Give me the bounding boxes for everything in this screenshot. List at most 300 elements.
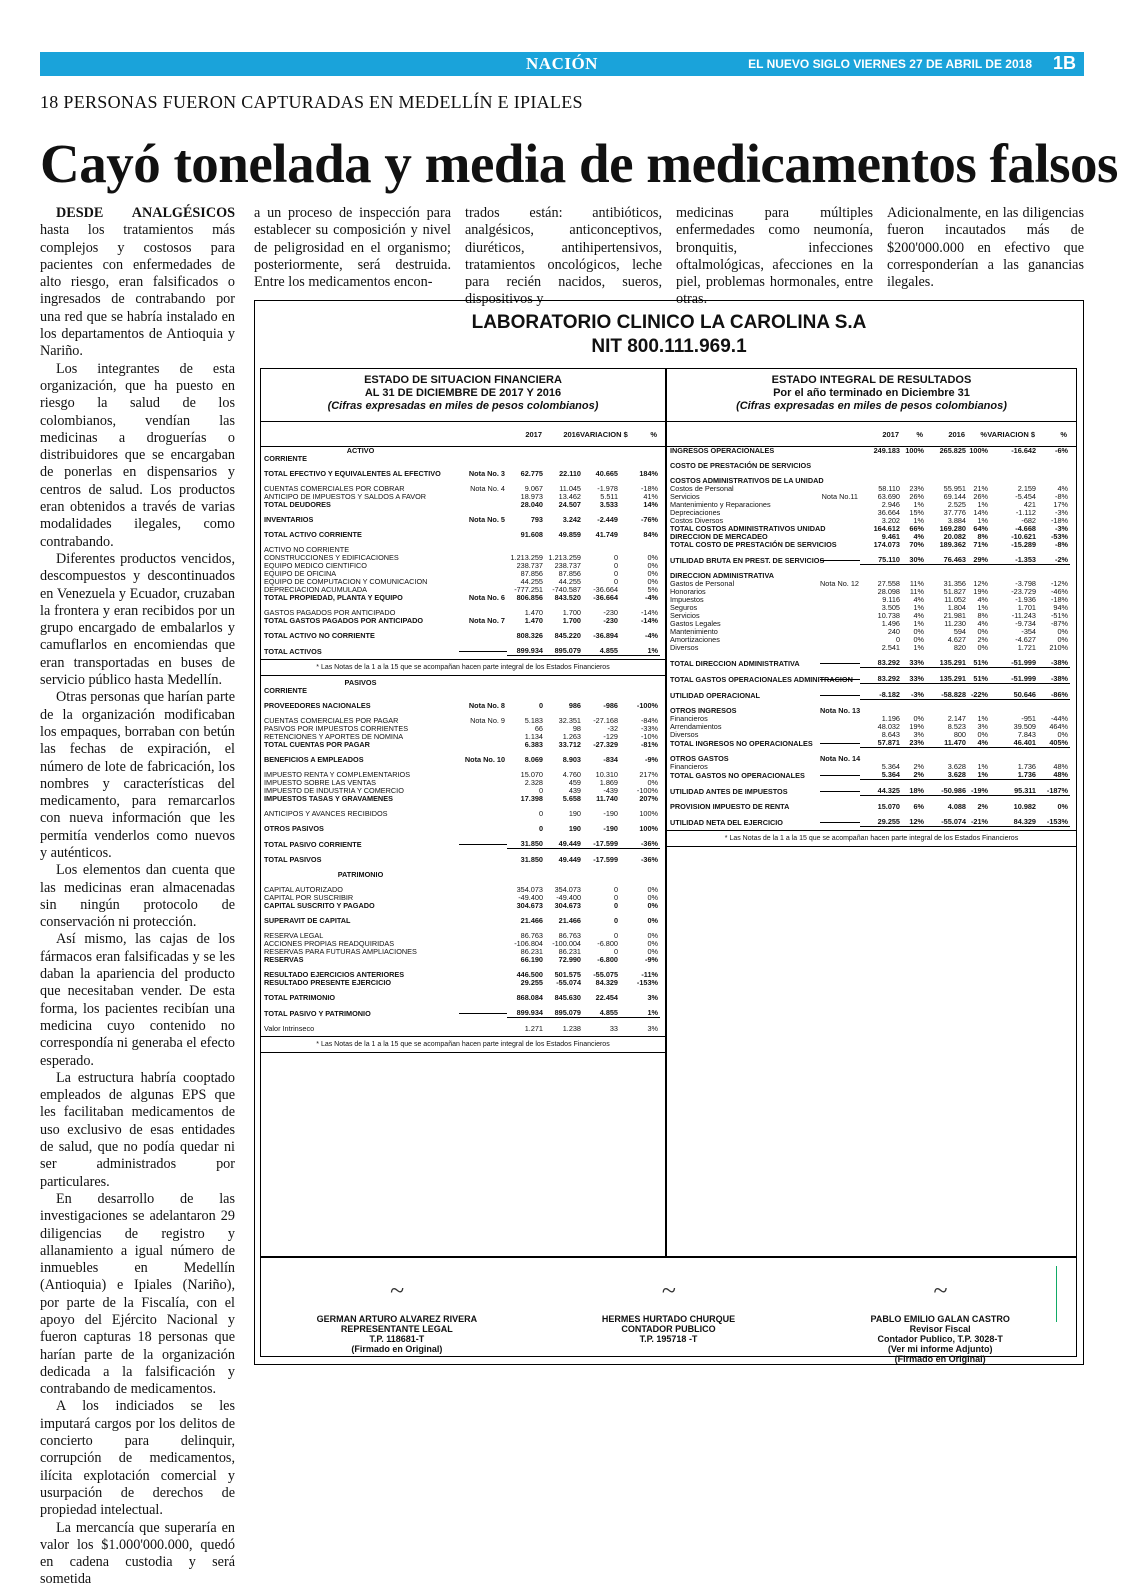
table-row	[261, 617, 665, 625]
row-label: IMPUESTO RENTA Y COMPLEMENTARIOS	[264, 770, 411, 779]
row-value: -187%	[1038, 787, 1070, 796]
row-value: 806.856	[516, 593, 543, 602]
row-value: 2%	[913, 762, 924, 771]
row-value	[820, 743, 860, 744]
signatures-panel	[260, 1257, 1077, 1364]
row-value: 2.159	[1017, 484, 1036, 493]
table-row	[667, 707, 1076, 715]
paragraph: En desarrollo de las investigaciones se adelantaron 29 diligencias de registro y allanamiento a igual número de inmuebles en Medellín (Antioquia) e Ipiales (Nariño), por parte de la Fiscalía, con el apoyo del Ejército Nacional y fueron capturas 18 personas que harían parte de la organización dedicada a la falsificación y contrabando de medicamentos.	[40, 1190, 235, 1398]
row-value: 0	[613, 569, 618, 578]
row-label: RESULTADO PRESENTE EJERCICIO	[264, 978, 392, 987]
row-value: 1%	[977, 762, 988, 771]
row-value: 4%	[977, 619, 988, 628]
row-value: 895.079	[545, 647, 583, 656]
row-value: 75.110	[860, 556, 902, 565]
row-value	[820, 679, 860, 680]
balance-sheet-panel	[260, 368, 666, 1257]
row-value: 66	[534, 724, 543, 733]
row-label: UTILIDAD NETA DEL EJERCICIO	[670, 817, 783, 827]
row-value: 20.082	[943, 532, 966, 541]
row-value: 11%	[909, 579, 924, 588]
row-value: 21.981	[943, 611, 966, 620]
row-value: 36.664	[877, 508, 900, 517]
row-value: -19%	[968, 787, 990, 796]
row-label: Mantenimiento y Reparaciones	[670, 500, 771, 509]
row-value: -86%	[1038, 691, 1070, 700]
green-seal-icon	[1056, 1266, 1070, 1322]
row-value: 3.242	[562, 515, 581, 524]
row-value	[459, 844, 507, 845]
row-value: 100%	[639, 824, 658, 833]
row-value	[820, 791, 860, 792]
row-value: -230	[603, 616, 618, 625]
row-value: -23.729	[1011, 587, 1036, 596]
row-value: 0	[613, 561, 618, 570]
row-value: -12%	[1050, 579, 1068, 588]
row-value: -3.798	[1015, 579, 1036, 588]
table-row	[667, 541, 1076, 549]
row-label: IMPUESTO SOBRE LAS VENTAS	[264, 778, 377, 787]
row-value: 86.763	[558, 931, 581, 940]
row-value: 4.855	[583, 1009, 620, 1018]
row-label: RETENCIONES Y APORTES DE NOMINA	[264, 732, 404, 741]
row-value: -49.400	[518, 893, 543, 902]
row-value: -6.800	[597, 955, 618, 964]
table-row	[667, 739, 1076, 748]
row-value: 501.575	[554, 970, 581, 979]
row-label: TOTAL ACTIVOS	[264, 646, 322, 656]
table-row	[667, 501, 1076, 509]
row-value	[820, 695, 860, 696]
row-value: 66%	[909, 524, 924, 533]
row-value: 64%	[973, 524, 988, 533]
row-value: -36.664	[593, 585, 618, 594]
row-label: RESERVA LEGAL	[264, 931, 324, 940]
row-label: TOTAL PASIVOS	[264, 855, 322, 864]
row-value: 11.052	[944, 595, 966, 604]
row-value: -36%	[640, 855, 658, 864]
row-value: -53%	[1050, 532, 1068, 541]
row-label: CORRIENTE	[264, 686, 307, 695]
row-value: 84.329	[990, 818, 1038, 827]
row-value: 17%	[1053, 500, 1068, 509]
row-label: CORRIENTE	[264, 454, 307, 463]
row-value: 48%	[1038, 771, 1070, 780]
row-value: 1%	[977, 714, 988, 723]
row-label: GASTOS PAGADOS POR ANTICIPADO	[264, 608, 396, 617]
row-value: 1.134	[524, 732, 543, 741]
paragraph: La estructura habría cooptado empleados de algunas EPS que les facilitaban medicamentos de uso exclusivo de esas entidades de salud, que no podía quedar ni ser administrados por particulares.	[40, 1069, 235, 1190]
row-value: 210%	[1049, 643, 1068, 652]
row-label: TOTAL PROPIEDAD, PLANTA Y EQUIPO	[264, 593, 403, 602]
row-value: -27.329	[593, 740, 618, 749]
row-value: 207%	[639, 794, 658, 803]
row-value: 87.856	[520, 569, 543, 578]
row-value: 3%	[647, 993, 658, 1002]
row-value: Nota No. 12	[820, 579, 859, 588]
row-value: 86.231	[558, 947, 581, 956]
row-value: -439	[603, 786, 618, 795]
row-value: 11.230	[944, 619, 966, 628]
row-label: TOTAL GASTOS OPERACIONALES ADMINITRACION	[670, 674, 853, 684]
row-value: 46.401	[990, 739, 1038, 748]
row-value: -32	[607, 724, 618, 733]
row-value: 190	[568, 809, 581, 818]
row-value: -55.075	[593, 970, 618, 979]
row-value: 1%	[968, 771, 990, 780]
table-row	[261, 501, 665, 509]
row-value: -36.894	[593, 631, 618, 640]
row-value: -1.936	[1015, 595, 1036, 604]
row-value: -5.454	[1015, 492, 1036, 501]
row-value: -36%	[620, 840, 660, 849]
row-label: Servicios	[670, 611, 700, 620]
row-value: 5.511	[600, 492, 618, 501]
row-value	[459, 651, 507, 652]
table-row	[261, 594, 665, 602]
row-value: 405%	[1038, 739, 1070, 748]
row-label: COSTOS ADMINISTRATIVOS DE LA UNIDAD	[670, 476, 824, 485]
row-value: -18%	[640, 484, 658, 493]
row-value: 0%	[647, 947, 658, 956]
signature-legal-representative: ~ GERMAN ARTURO ALVAREZ RIVERA REPRESENTANTE LEGAL T.P. 118681-T (Firmado en Original)	[316, 1276, 478, 1354]
row-label: ACTIVO NO CORRIENTE	[264, 545, 350, 554]
row-value: 33.712	[558, 740, 581, 749]
row-value: 15.070	[520, 770, 543, 779]
table-row	[261, 702, 665, 710]
row-value: 169.280	[939, 524, 966, 533]
row-value: 27.558	[877, 579, 900, 588]
row-value: 98	[572, 724, 581, 733]
row-value: -14%	[640, 616, 658, 625]
row-value: 4%	[968, 739, 990, 748]
row-value: -190	[603, 809, 618, 818]
table-row	[667, 803, 1076, 811]
row-value: 899.934	[507, 647, 545, 656]
row-value: 1.263	[562, 732, 581, 741]
row-value: 31.356	[943, 579, 966, 588]
row-value: -106.804	[514, 939, 543, 948]
row-label: Mantenimiento	[670, 627, 718, 636]
row-value: Nota No. 3	[468, 469, 505, 478]
table-row	[667, 787, 1076, 796]
row-value: -4%	[645, 631, 658, 640]
row-value: 86.763	[520, 931, 543, 940]
row-label: Honorarios	[670, 587, 706, 596]
row-value: -11.243	[1011, 611, 1036, 620]
row-value: -16.642	[1011, 446, 1036, 455]
row-value: 0%	[977, 730, 988, 739]
row-value: -10%	[640, 732, 658, 741]
table-row	[667, 771, 1076, 780]
row-label: TOTAL GASTOS PAGADOS POR ANTICIPADO	[264, 616, 424, 625]
row-label: CAPITAL AUTORIZADO	[264, 885, 343, 894]
row-value: 76.463	[926, 556, 968, 565]
row-value: 4%	[913, 611, 924, 620]
row-value: -17.599	[593, 855, 618, 864]
row-value: -58.828	[926, 691, 968, 700]
row-label: Diversos	[670, 730, 699, 739]
row-label: TOTAL EFECTIVO Y EQUIVALENTES AL EFECTIVO	[264, 469, 441, 478]
table-row	[261, 810, 665, 818]
row-value: 22.454	[595, 993, 618, 1002]
row-value: 2.328	[524, 778, 543, 787]
row-value	[820, 775, 860, 776]
row-value: 4%	[913, 532, 924, 541]
row-value: 21%	[973, 484, 988, 493]
row-value: 1%	[913, 516, 924, 525]
table-row	[261, 741, 665, 749]
paragraph: Otras personas que harían parte de la organización modificaban los empaques, borraban con betún las fechas de expiración, el número de lote de fabricación, los nombres y características del medicamento, para remarcarlos con nueva información que les permitía venderlos como nuevos y auténticos.	[40, 689, 235, 861]
balance-sheet-title: ESTADO DE SITUACION FINANCIERA AL 31 DE DICIEMBRE DE 2017 Y 2016 (Cifras expresadas en miles de pesos colombianos)	[327, 374, 599, 412]
row-value: 29.255	[520, 978, 543, 987]
row-value: 843.520	[554, 593, 581, 602]
table-row	[261, 679, 665, 687]
row-value: -55.074	[556, 978, 581, 987]
section-banner	[40, 52, 1084, 76]
row-label: PROVEEDORES NACIONALES	[264, 701, 371, 710]
row-label: ACCIONES PROPIAS READQUIRIDAS	[264, 939, 395, 948]
row-value: 3.505	[881, 603, 900, 612]
row-label: Financieros	[670, 762, 708, 771]
row-value: 0%	[913, 627, 924, 636]
table-row	[261, 756, 665, 764]
row-value: 238.737	[516, 561, 543, 570]
row-value: 14%	[973, 508, 988, 517]
paragraph-text: hasta los tratamientos más complejos y costosos para pacientes con enfermedades de alto riesgo, eran falsificados o ingresados de contrabando por una red que se habría instalado en los departamentos de Antioquia y Nariño.	[40, 222, 235, 360]
row-value: 1%	[913, 619, 924, 628]
row-label: Financieros	[670, 714, 708, 723]
row-value: 1%	[977, 516, 988, 525]
row-value: 0%	[647, 778, 658, 787]
row-value: -84%	[640, 716, 658, 725]
income-statement-panel	[666, 368, 1077, 1257]
row-value: 51%	[968, 659, 990, 668]
row-value: 0	[613, 553, 618, 562]
row-value: 51%	[968, 675, 990, 684]
row-value: 354.073	[516, 885, 543, 894]
row-value: -129	[603, 732, 618, 741]
paper-dateline: EL NUEVO SIGLO VIERNES 27 DE ABRIL DE 2018	[748, 57, 1032, 71]
table-row	[667, 620, 1076, 628]
row-value: 8%	[977, 611, 988, 620]
row-value: -38%	[1038, 675, 1070, 684]
row-value: 15%	[909, 508, 924, 517]
row-value: 820	[953, 643, 966, 652]
row-value: 164.612	[873, 524, 900, 533]
row-value: 0%	[647, 885, 658, 894]
row-value: 21.466	[558, 916, 581, 925]
row-label: TOTAL ACTIVO NO CORRIENTE	[264, 631, 375, 640]
row-label: Amortizaciones	[670, 635, 720, 644]
row-label: CAPITAL SUSCRITO Y PAGADO	[264, 901, 375, 910]
row-value: 3%	[647, 1024, 658, 1033]
row-value: -50.986	[926, 787, 968, 796]
paragraph: Los elementos dan cuenta que las medicinas eran almacenadas sin ningún protocolo de conservación ni protección.	[40, 862, 235, 931]
row-value: 6%	[913, 802, 924, 811]
income-table	[667, 447, 1076, 827]
row-value: 304.673	[554, 901, 581, 910]
row-value: -740.587	[552, 585, 581, 594]
notes-footnote: * Las Notas de la 1 a la 15 que se acompañan hacen parte integral de los Estados Financieros	[261, 1036, 665, 1053]
row-value: 11.740	[596, 794, 618, 803]
row-label: BENEFICIOS A EMPLEADOS	[264, 755, 364, 764]
row-value: 1.271	[524, 1024, 543, 1033]
table-row	[667, 691, 1076, 700]
headline: Cayó tonelada y media de medicamentos falsos	[40, 133, 1118, 194]
row-value: 19%	[973, 587, 988, 596]
row-value: 84.329	[595, 978, 618, 987]
row-value: 13.462	[558, 492, 581, 501]
row-value: 33	[609, 1024, 618, 1033]
row-value: 87.856	[558, 569, 581, 578]
row-value: -834	[603, 755, 618, 764]
row-value: 800	[953, 730, 966, 739]
row-value: -153%	[1038, 818, 1070, 827]
row-label: Costos de Personal	[670, 484, 734, 493]
row-value: Nota No. 8	[468, 701, 505, 710]
row-value: 83.292	[860, 675, 902, 684]
row-value: Nota No. 14	[820, 754, 861, 763]
row-value: -4.668	[1015, 524, 1036, 533]
financial-statement-ad	[254, 300, 1084, 1365]
row-value: 868.084	[516, 993, 543, 1002]
row-value: -51%	[1050, 611, 1068, 620]
table-row	[261, 470, 665, 478]
row-value: Nota No. 9	[470, 716, 505, 725]
row-value: 0%	[913, 635, 924, 644]
row-value: 31.850	[507, 840, 545, 849]
row-value: 5.658	[562, 794, 581, 803]
paragraph: A los indiciados se les imputará cargos por los delitos de concierto para delinquir, corrupción de medicamentos, ilícita explotación comercial y usurpación de derechos de propiedad intelectual.	[40, 1398, 235, 1519]
row-value: 0%	[1057, 627, 1068, 636]
paragraph: Así mismo, las cajas de los fármacos eran falsificadas y se les daban la apariencia del producto que necesitaban vender. De esta forma, los pacientes recibían una medicina cuyo contenido no correspondía ni generaba el efecto esperado.	[40, 931, 235, 1069]
table-row	[261, 856, 665, 864]
row-label: PATRIMONIO	[337, 870, 384, 879]
row-value: 1.869	[599, 778, 618, 787]
table-row	[667, 763, 1076, 771]
row-value: 5%	[647, 585, 658, 594]
row-value: 2.525	[947, 500, 966, 509]
row-value: Nota No. 10	[464, 755, 505, 764]
row-value: -6.800	[597, 939, 618, 948]
row-value: -1.978	[597, 484, 618, 493]
row-value: 49.859	[558, 530, 581, 539]
row-value: 0%	[977, 627, 988, 636]
row-value: Nota No. 6	[468, 593, 505, 602]
row-value: 9.461	[881, 532, 900, 541]
row-value: 1%	[913, 500, 924, 509]
row-value: 0%	[977, 643, 988, 652]
table-row	[261, 455, 665, 463]
row-value: 135.291	[926, 659, 968, 668]
row-value: -3%	[902, 691, 926, 700]
row-value: 0	[613, 577, 618, 586]
paragraph: a un proceso de inspección para establecer su composición y nivel de peligrosidad en el organismo; posteriormente, será destruida. Entre los medicamentos encon-	[254, 205, 451, 291]
row-value: 0%	[913, 714, 924, 723]
row-value: 94%	[1053, 603, 1068, 612]
row-value: 1.196	[881, 714, 900, 723]
row-value: 5.364	[881, 762, 900, 771]
row-value: 4.088	[947, 802, 966, 811]
company-nit: NIT 800.111.969.1	[591, 336, 747, 357]
row-value: -100%	[636, 701, 658, 710]
row-value: 3%	[913, 730, 924, 739]
row-value: 0	[613, 931, 618, 940]
row-value: 33%	[902, 675, 926, 684]
row-label: ANTICIPO DE IMPUESTOS Y SALDOS A FAVOR	[264, 492, 427, 501]
row-label: DEPRECIACION ACUMULADA	[264, 585, 367, 594]
table-row	[261, 871, 665, 879]
row-value: 8.069	[524, 755, 543, 764]
table-row	[261, 979, 665, 987]
row-value: -51.999	[990, 675, 1038, 684]
row-value: 1.701	[1017, 603, 1036, 612]
row-label: TOTAL COSTOS ADMINISTRATIVOS UNIDAD	[670, 524, 826, 533]
row-value: 0%	[647, 577, 658, 586]
row-label: TOTAL PASIVO CORRIENTE	[264, 839, 362, 849]
row-value: 30%	[902, 556, 926, 565]
paragraph: medicinas para múltiples enfermedades como neumonía, bronquitis, infecciones oftalmológicas, afecciones en la piel, problemas hormonales, entre otras.	[676, 205, 873, 308]
row-value: Nota No. 5	[468, 515, 505, 524]
row-value: Nota No. 7	[468, 616, 505, 625]
row-value: 459	[568, 778, 581, 787]
row-value: 0%	[647, 916, 658, 925]
row-value: 0%	[647, 901, 658, 910]
row-label: Costos Diversos	[670, 516, 724, 525]
row-label: CUENTAS COMERCIALES POR COBRAR	[264, 484, 405, 493]
row-label: Depreciaciones	[670, 508, 721, 517]
row-value: 808.326	[516, 631, 543, 640]
row-value: 84%	[643, 530, 658, 539]
table-row	[261, 632, 665, 640]
row-value: -9%	[645, 955, 658, 964]
table-row	[667, 596, 1076, 604]
row-value: 5.364	[860, 771, 902, 780]
row-value: 10.982	[1013, 802, 1036, 811]
row-value: 18%	[902, 787, 926, 796]
row-label: EQUIPO DE OFICINA	[264, 569, 337, 578]
row-value: -8%	[1055, 492, 1068, 501]
paragraph	[40, 205, 235, 361]
row-value: 899.934	[507, 1009, 545, 1018]
row-value: 66.190	[520, 955, 543, 964]
row-value: 1%	[620, 1009, 660, 1018]
row-value: 1.470	[524, 608, 543, 617]
row-value: 3.202	[881, 516, 900, 525]
row-value: 49.449	[545, 840, 583, 849]
row-value: -18%	[1050, 595, 1068, 604]
row-label: TOTAL DEUDORES	[264, 500, 331, 509]
row-value: 55.951	[943, 484, 966, 493]
liabilities-table	[261, 679, 665, 1033]
row-value: 57.871	[860, 739, 902, 748]
row-value: 446.500	[516, 970, 543, 979]
row-value: -9.734	[1015, 619, 1036, 628]
row-label: INVENTARIOS	[264, 515, 314, 524]
table-row	[261, 1025, 665, 1033]
row-value: 100%	[969, 446, 988, 455]
row-value: 1%	[977, 500, 988, 509]
table-row	[667, 509, 1076, 517]
row-value: 11.470	[926, 739, 968, 748]
row-label: TOTAL PATRIMONIO	[264, 993, 336, 1002]
row-value: -55.074	[926, 818, 968, 827]
row-label: Seguros	[670, 603, 698, 612]
row-value: Nota No. 13	[820, 706, 861, 715]
row-value: -682	[1021, 516, 1036, 525]
row-value: 100%	[905, 446, 924, 455]
